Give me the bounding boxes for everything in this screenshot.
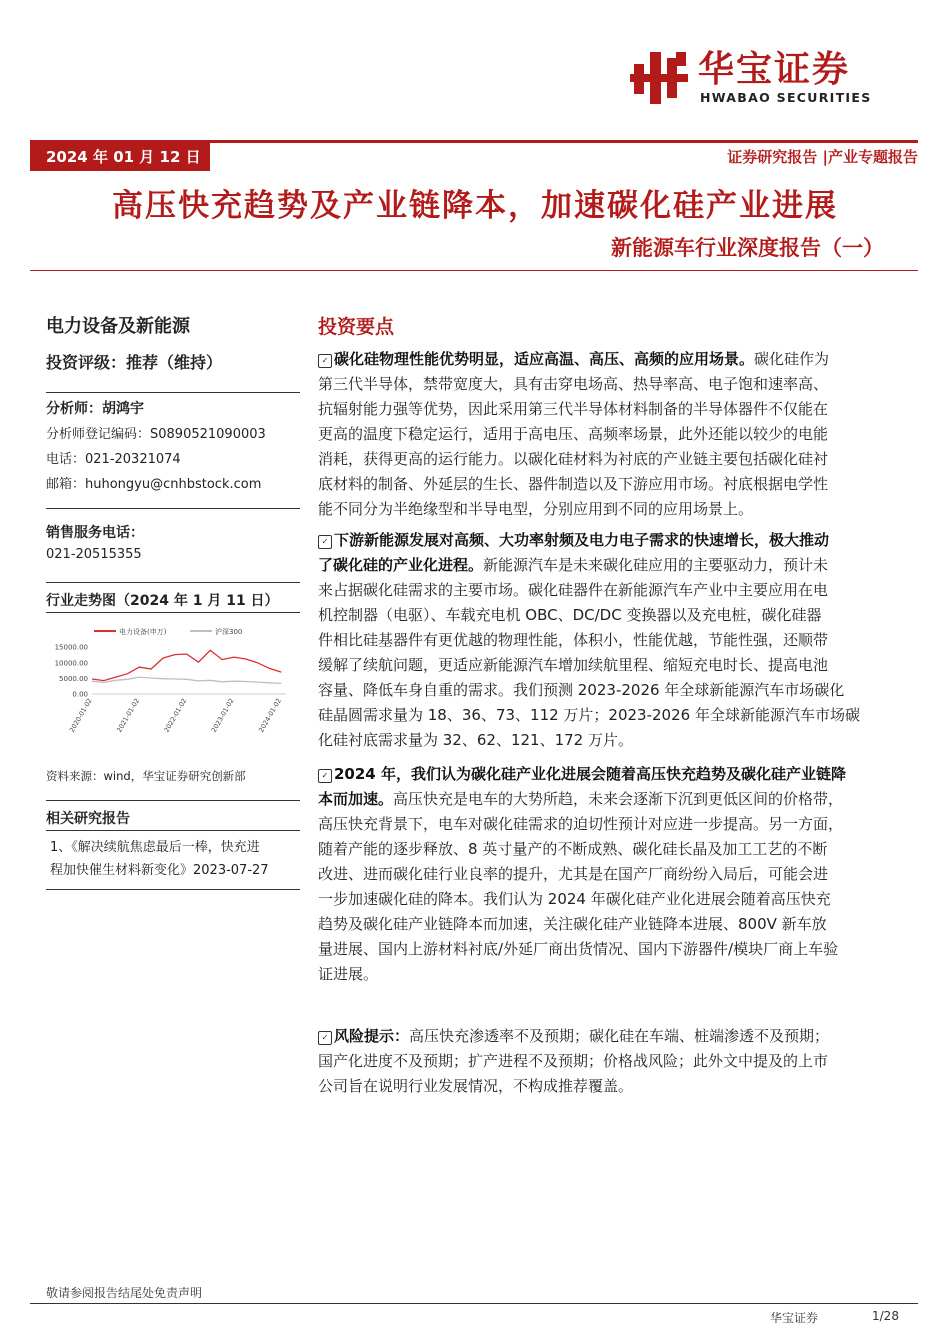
footer-divider [30,1303,918,1304]
text-line: 更高的温度下稳定运行，适用于高电压、高频率场景，此外还能以较少的电能 [318,425,829,443]
page-title: 高压快充趋势及产业链降本，加速碳化硅产业进展 [112,188,838,224]
point-4-text: 高压快充渗透率不及预期；碳化硅在车端、桩端渗透不及预期； [409,1027,830,1045]
report-date: 2024 年 01 月 12 日 [30,143,210,171]
analyst-name: 分析师：胡鸿宇 [46,401,144,417]
investment-rating: 投资评级：推荐（维持） [46,353,223,372]
risk-label: 风险提示： [334,1027,410,1045]
text-line: 硅晶圆需求量为 18、36、73、112 万片；2023-2026 年全球新能源汽车市场碳 [318,706,860,724]
y-tick-label: 10000.00 [54,659,88,668]
point-1-bold: 碳化硅物理性能优势明显，适应高温、高压、高频的应用场景。 [334,350,755,368]
divider [46,800,300,801]
text-line: 化硅衬底需求量为 32、62、121、172 万片。 [318,731,633,749]
divider [46,582,300,583]
x-tick-label: 2020-01-02 [67,697,94,734]
industry-trend-chart [46,622,300,762]
page-number: 1/28 [872,1309,899,1323]
series-line-1 [92,650,281,680]
related-title: 相关研究报告 [46,811,130,827]
legend-label: 沪深300 [215,628,243,636]
text-line: 机控制器（电驱）、车载充电机 OBC、DC/DC 变换器以及充电桩，碳化硅器 [318,606,822,624]
legend-label: 电力设备(申万) [119,628,167,636]
analyst-reg: 分析师登记编码：S0890521090003 [46,427,266,442]
point-2 [318,528,890,753]
text-line: 改进、进而碳化硅行业良率的提升，尤其是在国产厂商纷纷入局后，可能会进 [318,865,829,883]
point-2-bold: 了碳化硅的产业化进程。 [318,556,484,574]
sales-label: 销售服务电话： [46,525,144,541]
text-line: 证进展。 [318,965,379,983]
text-line: 随着产能的逐步释放、8 英寸量产的不断成熟、碳化硅长晶及加工工艺的不断 [318,840,828,858]
point-1-text: 碳化硅作为 [754,350,830,368]
point-3-text: 高压快充是电车的大势所趋，未来会逐渐下沉到更低区间的价格带， [393,790,844,808]
logo-subtext: HWABAO SECURITIES [700,90,872,105]
chart-legend [94,627,242,636]
related-report-item[interactable] [50,836,296,882]
point-4 [318,1024,890,1099]
x-tick-label: 2024-01-02 [257,697,284,734]
point-2-bold: 下游新能源发展对高频、大功率射频及电力电子需求的快速增长，极大推动 [334,531,830,549]
text-line: 公司旨在说明行业发展情况，不构成推荐覆盖。 [318,1077,634,1095]
point-3-bold: 2024 年，我们认为碳化硅产业化进展会随着高压快充趋势及碳化硅产业链降 [334,765,846,783]
title-divider [30,270,918,271]
page-subtitle: 新能源车行业深度报告（一） [611,236,884,260]
footer-org: 华宝证券 [770,1311,819,1325]
y-tick-label: 0.00 [72,690,88,699]
divider [46,508,300,509]
bullet-icon: ✓ [318,769,332,783]
divider [46,392,300,393]
trend-title: 行业走势图（2024 年 1 月 11 日） [46,593,279,609]
text-line: 缓解了续航问题，更适应新能源汽车增加续航里程、缩短充电时长、提高电池 [318,656,829,674]
point-1 [318,347,890,522]
report-type: 证券研究报告 |产业专题报告 [727,148,918,166]
text-line: 能不同分为半绝缘型和半导电型，分别应用到不同的应用场景上。 [318,500,754,518]
bullet-icon: ✓ [318,535,332,549]
text-line: 消耗，获得更高的运行能力。以碳化硅材料为衬底的产业链主要包括碳化硅衬 [318,450,829,468]
x-tick-label: 2021-01-02 [115,697,142,734]
sector-name: 电力设备及新能源 [46,316,190,337]
section-heading: 投资要点 [318,316,395,338]
disclaimer-note: 敬请参阅报告结尾处免责声明 [46,1286,203,1300]
analyst-phone: 电话：021-20321074 [46,452,181,467]
text-line: 第三代半导体，禁带宽度大，具有击穿电场高、热导率高、电子饱和速率高、 [318,375,829,393]
text-line: 高压快充背景下，电车对碳化硅需求的迫切性预计对应进一步提高。另一方面， [318,815,844,833]
text-line: 底材料的制备、外延层的生长、器件制造以及下游应用市场。衬底根据电学性 [318,475,829,493]
related-report-line: 1、《解决续航焦虑最后一棒，快充进 [50,840,260,855]
text-line: 抗辐射能力强等优势，因此采用第三代半导体材料制备的半导体器件不仅能在 [318,400,829,418]
text-line: 件相比硅基器件有更优越的物理性能，体积小，性能优越，节能性强，还顺带 [318,631,829,649]
point-2-text: 新能源汽车是未来碳化硅应用的主要驱动力，预计未 [483,556,829,574]
y-tick-label: 5000.00 [59,674,88,683]
x-tick-label: 2023-01-02 [209,697,236,734]
text-line: 容量、降低车身自重的需求。我们预测 2023-2026 年全球新能源汽车市场碳化 [318,681,845,699]
bullet-icon: ✓ [318,1031,332,1045]
bullet-icon: ✓ [318,354,332,368]
series-line-2 [92,677,281,683]
text-line: 一步加速碳化硅的降本。我们认为 2024 年碳化硅产业化进展会随着高压快充 [318,890,831,908]
text-line: 趋势及碳化硅产业链降本而加速，关注碳化硅产业链降本进展、800V 新车放 [318,915,827,933]
text-line: 来占据碳化硅需求的主要市场。碳化硅器件在新能源汽车产业中主要应用在电 [318,581,829,599]
x-tick-label: 2022-01-02 [162,697,189,734]
point-3-bold: 本而加速。 [318,790,394,808]
analyst-email[interactable]: 邮箱：huhongyu@cnhbstock.com [46,477,262,492]
text-line: 量进展、国内上游材料衬底/外延厂商出货情况、国内下游器件/模块厂商上车验 [318,940,839,958]
point-3 [318,762,890,987]
related-report-line: 程加快催生材料新变化》2023-07-27 [50,863,269,878]
hwabao-logo-icon [630,48,690,106]
sales-phone: 021-20515355 [46,547,142,562]
divider [46,612,300,613]
logo-text: 华宝证券 [698,49,851,90]
text-line: 国产化进度不及预期；扩产进程不及预期；价格战风险；此外文中提及的上市 [318,1052,829,1070]
chart-source: 资料来源：wind，华宝证券研究创新部 [46,769,246,783]
y-tick-label: 15000.00 [54,643,88,652]
